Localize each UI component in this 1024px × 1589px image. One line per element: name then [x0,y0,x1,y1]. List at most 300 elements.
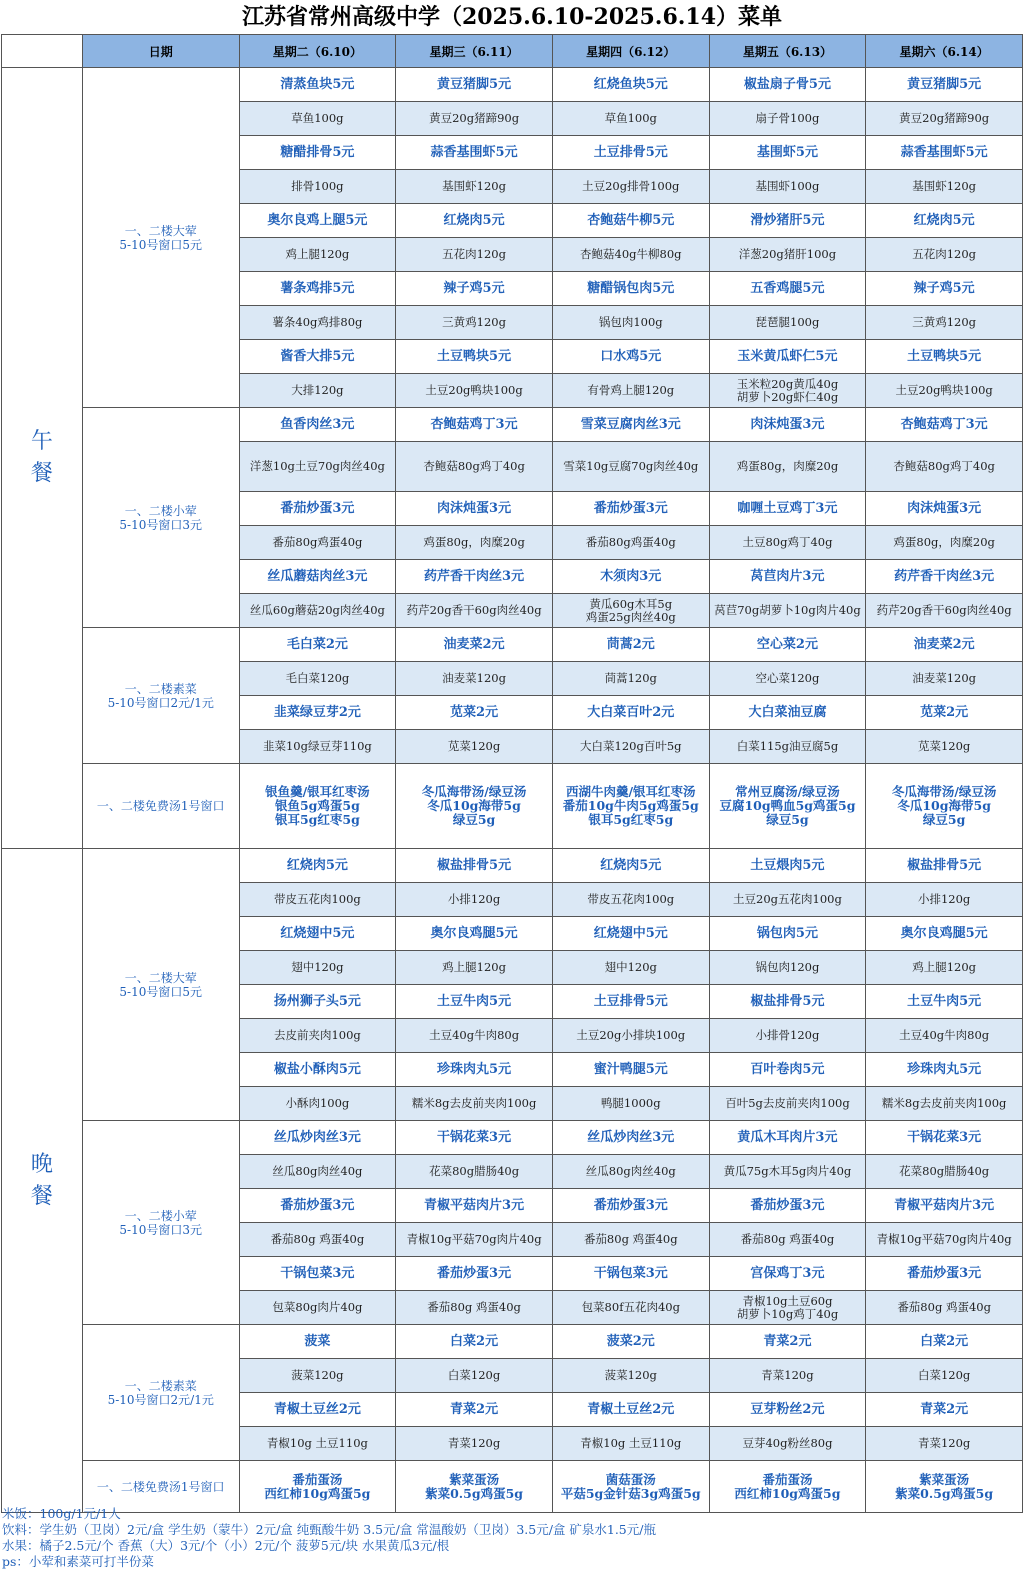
dish-name-cell [396,492,553,526]
ingredient-text: 小排120g [447,892,501,906]
dish-name: 口水鸡5元 [600,348,662,364]
ingredient-cell [866,1359,1023,1393]
dish-name-cell [866,492,1023,526]
soup-text: 紫菜蛋汤 紫菜0.5g鸡蛋5g [425,1471,524,1501]
ingredient-cell [866,730,1023,764]
ingredient-cell [552,102,709,136]
dish-name: 奥尔良鸡腿5元 [900,925,988,941]
ingredient-cell [239,442,396,492]
dish-name: 菠菜 [304,1333,331,1349]
soup-text: 冬瓜海带汤/绿豆汤 冬瓜10g海带5g 绿豆5g [421,784,527,827]
dish-name: 土豆排骨5元 [593,144,668,160]
ingredient-cell [709,1155,866,1189]
dish-name-cell [709,1053,866,1087]
dish-name: 椒盐排骨5元 [907,857,982,873]
dish-name-cell [709,1189,866,1223]
dish-name: 丝瓜蘑菇肉丝3元 [267,568,368,584]
ingredient-cell [239,306,396,340]
dish-name-cell [396,340,553,374]
ingredient-text: 薯条40g鸡排80g [272,315,363,329]
header-date: 日期 [82,35,239,68]
dish-name-cell [709,1393,866,1427]
ingredient-text: 基围虾100g [755,179,820,193]
dish-name-cell [552,1393,709,1427]
ingredient-text: 番茄80g鸡蛋40g [585,535,676,549]
dish-name: 薯条鸡排5元 [280,280,355,296]
dish-name-cell [552,849,709,883]
ingredient-text: 黄瓜60g木耳5g 鸡蛋25g肉丝40g [585,596,676,624]
meal-label-text: 晚餐 [30,1151,53,1209]
ingredient-cell [552,374,709,408]
section-name: 一、二楼免费汤1号窗口 [96,1479,225,1494]
menu-body [2,68,1023,1513]
ingredient-text: 包菜80g肉片40g [272,1300,363,1314]
ingredient-cell [709,238,866,272]
ingredient-cell [239,1223,396,1257]
dish-name-cell [396,917,553,951]
dish-name-cell [239,204,396,238]
section-window-label [82,68,239,408]
ingredient-text: 扇子骨100g [755,111,820,125]
ingredient-cell [709,662,866,696]
dish-name-cell [866,136,1023,170]
ingredient-text: 带皮五花肉100g [273,892,361,906]
dish-name: 莴苣肉片3元 [750,568,825,584]
ingredient-text: 花菜80g腊肠40g [899,1164,990,1178]
ingredient-text: 青椒10g 土豆110g [266,1436,368,1450]
ingredient-text: 琵琶腿100g [755,315,820,329]
ingredient-cell [866,526,1023,560]
dish-name: 苋菜2元 [920,704,969,720]
dish-name: 锅包肉5元 [756,925,818,941]
ingredient-cell [396,1427,553,1461]
ingredient-text: 青菜120g [447,1436,501,1450]
ingredient-text: 草鱼100g [604,111,657,125]
ingredient-text: 菠菜120g [291,1368,344,1382]
ingredient-text: 苋菜120g [447,739,501,753]
soup-text: 常州豆腐汤/绿豆汤 豆腐10g鸭血5g鸡蛋5g 绿豆5g [719,784,856,827]
dish-name-cell [239,1189,396,1223]
section-window-label [82,764,239,849]
ingredient-text: 鸡上腿120g [285,247,350,261]
ingredient-text: 鸡蛋80g，肉糜20g [736,459,839,473]
ingredient-text: 玉米粒20g黄瓜40g 胡萝卜20g虾仁40g [736,376,839,404]
ingredient-cell [866,1155,1023,1189]
dish-name: 土豆鸭块5元 [907,348,982,364]
soup-cell [866,1461,1023,1513]
ingredient-text: 番茄80g 鸡蛋40g [270,1232,365,1246]
ingredient-cell [709,526,866,560]
ingredient-text: 草鱼100g [291,111,344,125]
ingredient-text: 苋菜120g [917,739,971,753]
ingredient-cell [552,883,709,917]
header-day: 星期二（6.10） [239,35,396,68]
ingredient-cell [866,662,1023,696]
dish-name: 毛白菜2元 [286,636,348,652]
header-day: 星期五（6.13） [709,35,866,68]
ingredient-text: 丝瓜60g蘑菇20g肉丝40g [249,603,385,617]
ingredient-cell [709,102,866,136]
dish-name: 土豆牛肉5元 [907,993,982,1009]
dish-name-cell [709,1121,866,1155]
dish-name: 番茄炒蛋3元 [280,1197,355,1213]
section-window-label [82,1121,239,1325]
dish-name: 百叶卷肉5元 [750,1061,825,1077]
soup-text: 紫菜蛋汤 紫菜0.5g鸡蛋5g [895,1471,994,1501]
ingredient-text: 丝瓜80g肉丝40g [585,1164,676,1178]
dish-name-cell [239,1053,396,1087]
dish-name: 丝瓜炒肉丝3元 [587,1129,675,1145]
dish-name-cell [239,272,396,306]
dish-name: 油麦菜2元 [443,636,505,652]
ingredient-text: 毛白菜120g [285,671,350,685]
ingredient-text: 基围虾120g [442,179,506,193]
ingredient-cell [239,730,396,764]
ingredient-cell [866,1019,1023,1053]
ingredient-cell [239,1359,396,1393]
dish-name-cell [396,696,553,730]
ingredient-text: 锅包肉120g [755,960,820,974]
ingredient-text: 土豆20g五花肉100g [733,892,842,906]
dish-name: 辣子鸡5元 [913,280,975,296]
dish-name-cell [552,340,709,374]
section-name: 一、二楼免费汤1号窗口 [96,799,225,813]
ingredient-text: 黄瓜75g木耳5g肉片40g [723,1164,852,1178]
ingredient-cell [709,442,866,492]
soup-text: 西湖牛肉羹/银耳红枣汤 番茄10g牛肉5g鸡蛋5g 银耳5g红枣5g [562,784,699,827]
ingredient-text: 小酥肉100g [285,1096,350,1110]
soup-cell [396,1461,553,1513]
ingredient-text: 土豆20g排骨100g [582,179,680,193]
ingredient-cell [866,1291,1023,1325]
ingredient-text: 青椒10g土豆60g 胡萝卜10g鸡丁40g [736,1293,839,1321]
footer-notes [2,1506,1022,1570]
dish-name: 番茄炒蛋3元 [280,500,355,516]
dish-name-cell [552,204,709,238]
dish-name: 青椒平菇肉片3元 [894,1197,995,1213]
header-row [2,35,1023,68]
ingredient-text: 药芹20g香干60g肉丝40g [876,603,1012,617]
ingredient-cell [396,1087,553,1121]
ingredient-text: 洋葱10g土豆70g肉丝40g [249,459,385,473]
ingredient-text: 糯米8g去皮前夹肉100g [411,1096,537,1110]
ingredient-text: 豆芽40g粉丝80g [742,1436,833,1450]
ingredient-cell [866,442,1023,492]
ingredient-text: 土豆40g牛肉80g [429,1028,520,1042]
dish-name: 青椒土豆丝2元 [587,1401,675,1417]
soup-text: 番茄蛋汤 西红柿10g鸡蛋5g [734,1471,841,1501]
ingredient-cell [552,662,709,696]
dish-name-cell [709,560,866,594]
dish-name-cell [709,204,866,238]
section-window-label [82,849,239,1121]
dish-name-cell [709,696,866,730]
dish-name-cell [239,1393,396,1427]
header-day: 星期三（6.11） [396,35,553,68]
ingredient-text: 茼蒿120g [604,671,657,685]
dish-name-cell [709,492,866,526]
dish-name-cell [709,628,866,662]
dish-name: 五香鸡腿5元 [750,280,825,296]
ingredient-text: 空心菜120g [755,671,820,685]
dish-name-cell [552,696,709,730]
ingredient-cell [239,1291,396,1325]
soup-cell [866,764,1023,849]
ingredient-cell [709,170,866,204]
dish-name: 红烧翅中5元 [280,925,355,941]
dish-name-cell [709,1325,866,1359]
dish-name: 丝瓜炒肉丝3元 [273,1129,361,1145]
ingredient-text: 青椒10g平菇70g肉片40g [876,1232,1012,1246]
dish-name-cell [396,1257,553,1291]
dish-name-cell [709,340,866,374]
dish-name: 大白菜百叶2元 [587,704,675,720]
ingredient-text: 韭菜10g绿豆芽110g [262,739,372,753]
dish-name: 干锅花菜3元 [907,1129,982,1145]
dish-name-cell [239,1325,396,1359]
ingredient-text: 三黄鸡120g [442,315,506,329]
dish-name-cell [552,1189,709,1223]
ingredient-text: 基围虾120g [912,179,977,193]
dish-name-cell [709,849,866,883]
footer-fruit: 水果：橘子2.5元/个 香蕉（大）3元/个（小）2元/个 菠萝5元/块 水果黄瓜3元/根 [2,1538,450,1553]
dish-name-cell [239,68,396,102]
dish-name: 番茄炒蛋3元 [750,1197,825,1213]
ingredient-cell [552,306,709,340]
ingredient-text: 油麦菜120g [442,671,506,685]
dish-name: 酱香大排5元 [280,348,355,364]
dish-name-cell [396,204,553,238]
dish-name: 土豆鸭块5元 [437,348,512,364]
ingredient-text: 翅中120g [604,960,657,974]
dish-row [2,408,1023,442]
ingredient-text: 番茄80g鸡蛋40g [272,535,363,549]
ingredient-cell [396,102,553,136]
ingredient-text: 三黄鸡120g [912,315,977,329]
dish-name-cell [396,849,553,883]
ingredient-cell [396,1019,553,1053]
dish-name-cell [709,985,866,1019]
ingredient-text: 鸡蛋80g，肉糜20g [423,535,525,549]
ingredient-text: 花菜80g腊肠40g [429,1164,520,1178]
ingredient-cell [866,1223,1023,1257]
ingredient-cell [709,1019,866,1053]
ingredient-cell [552,442,709,492]
dish-name-cell [552,1121,709,1155]
dish-row [2,628,1023,662]
dish-name-cell [239,849,396,883]
dish-name: 青菜2元 [450,1401,499,1417]
dish-name-cell [709,408,866,442]
dish-name: 蒜香基围虾5元 [430,144,518,160]
dish-name-cell [709,1257,866,1291]
ingredient-cell [552,1223,709,1257]
section-name: 一、二楼小荤 5-10号窗口3元 [119,503,202,532]
ingredient-cell [866,1427,1023,1461]
dish-name-cell [239,917,396,951]
dish-name-cell [239,408,396,442]
ingredient-cell [709,883,866,917]
dish-name: 椒盐排骨5元 [750,993,825,1009]
dish-name-cell [866,849,1023,883]
dish-row [2,1325,1023,1359]
dish-name: 扬州狮子头5元 [273,993,361,1009]
ingredient-text: 杏鲍菇40g牛柳80g [580,247,682,261]
ingredient-cell [866,102,1023,136]
dish-name-cell [709,917,866,951]
dish-name-cell [396,68,553,102]
dish-name: 杏鲍菇牛柳5元 [587,212,675,228]
ingredient-text: 大白菜120g百叶5g [580,739,682,753]
dish-name: 黄豆猪脚5元 [437,76,512,92]
ingredient-cell [239,238,396,272]
ingredient-text: 番茄80g 鸡蛋40g [897,1300,991,1314]
ingredient-text: 杏鲍菇80g鸡丁40g [893,459,995,473]
header-day: 星期四（6.12） [552,35,709,68]
dish-name-cell [239,136,396,170]
ingredient-text: 青菜120g [761,1368,814,1382]
dish-name: 椒盐扇子骨5元 [743,76,831,92]
dish-name-cell [552,68,709,102]
ingredient-text: 去皮前夹肉100g [273,1028,361,1042]
dish-name: 药芹香干肉丝3元 [424,568,525,584]
dish-name-cell [866,696,1023,730]
dinner-meal-label [2,849,83,1513]
ingredient-cell [239,170,396,204]
meal-label-text: 午餐 [30,429,53,486]
dish-name-cell [866,1053,1023,1087]
ingredient-cell [709,1427,866,1461]
ingredient-cell [396,1223,553,1257]
dish-name: 番茄炒蛋3元 [437,1265,512,1281]
ingredient-cell [552,1155,709,1189]
ingredient-cell [396,442,553,492]
dish-name: 红烧肉5元 [443,212,505,228]
dish-name: 奥尔良鸡腿5元 [430,925,518,941]
ingredient-text: 油麦菜120g [912,671,977,685]
dish-name-cell [396,272,553,306]
dish-name-cell [552,985,709,1019]
ingredient-text: 小排120g [917,892,971,906]
ingredient-cell [866,170,1023,204]
dish-name-cell [866,204,1023,238]
ingredient-text: 锅包肉100g [598,315,663,329]
ingredient-cell [552,170,709,204]
dish-row [2,1121,1023,1155]
ingredient-text: 丝瓜80g肉丝40g [272,1164,363,1178]
dish-name: 辣子鸡5元 [443,280,505,296]
ingredient-text: 杏鲍菇80g鸡丁40g [423,459,525,473]
dish-name: 番茄炒蛋3元 [593,1197,668,1213]
ingredient-cell [552,730,709,764]
ingredient-text: 鸡上腿120g [442,960,506,974]
dish-name-cell [866,340,1023,374]
ingredient-cell [709,1359,866,1393]
ingredient-text: 土豆20g小排块100g [576,1028,686,1042]
ingredient-text: 白菜120g [917,1368,971,1382]
ingredient-cell [709,1223,866,1257]
dish-name: 滑炒猪肝5元 [750,212,825,228]
dish-name: 青椒土豆丝2元 [273,1401,361,1417]
dish-name: 番茄炒蛋3元 [593,500,668,516]
dish-name: 番茄炒蛋3元 [907,1265,982,1281]
ingredient-cell [396,1359,553,1393]
ingredient-text: 五花肉120g [442,247,506,261]
ingredient-cell [239,1019,396,1053]
dish-name: 红烧鱼块5元 [593,76,668,92]
dish-name-cell [396,560,553,594]
section-window-label [82,1325,239,1461]
ingredient-text: 土豆20g鸭块100g [895,383,993,397]
dish-name: 干锅包菜3元 [280,1265,355,1281]
footer-rice: 米饭：100g/1元/1人 [2,1506,121,1521]
dish-name-cell [709,136,866,170]
dish-name: 基围虾5元 [756,144,818,160]
dish-name-cell [866,408,1023,442]
ingredient-cell [709,730,866,764]
section-name: 一、二楼大荤 5-10号窗口5元 [119,970,202,999]
ingredient-cell [239,102,396,136]
soup-text: 菌菇蛋汤 平菇5g金针菇3g鸡蛋5g [560,1471,701,1501]
section-window-label [82,408,239,628]
dish-name-cell [552,492,709,526]
ingredient-cell [396,170,553,204]
ingredient-cell [709,594,866,628]
dish-name: 木须肉3元 [600,568,662,584]
dish-name-cell [396,1053,553,1087]
ingredient-text: 药芹20g香干60g肉丝40g [406,603,542,617]
dish-name: 糖醋锅包肉5元 [587,280,675,296]
ingredient-text: 有骨鸡上腿120g [587,383,675,397]
soup-row [2,1461,1023,1513]
ingredient-cell [552,1019,709,1053]
ingredient-text: 黄豆20g猪蹄90g [899,111,990,125]
ingredient-cell [552,1087,709,1121]
ingredient-cell [552,594,709,628]
ingredient-text: 带皮五花肉100g [587,892,675,906]
ingredient-cell [239,1155,396,1189]
ingredient-text: 莴苣70g胡萝卜10g肉片40g [714,603,861,617]
dish-name-cell [239,340,396,374]
section-window-label [82,628,239,764]
dish-name-cell [396,408,553,442]
ingredient-text: 白菜115g油豆腐5g [736,739,839,753]
soup-text: 冬瓜海带汤/绿豆汤 冬瓜10g海带5g 绿豆5g [891,784,997,827]
ingredient-cell [239,594,396,628]
dish-name: 药芹香干肉丝3元 [894,568,995,584]
dish-name: 大白菜油豆腐 [748,704,827,720]
dish-name: 韭菜绿豆芽2元 [273,704,361,720]
ingredient-text: 洋葱20g猪肝100g [738,247,837,261]
ingredient-cell [396,662,553,696]
section-window-label [82,1461,239,1513]
dish-name-cell [552,917,709,951]
ingredient-cell [709,306,866,340]
ingredient-text: 百叶5g去皮前夹肉100g [725,1096,850,1110]
ingredient-cell [866,306,1023,340]
dish-name-cell [552,272,709,306]
header-day: 星期六（6.14） [866,35,1023,68]
ingredient-cell [866,374,1023,408]
ingredient-text: 黄豆20g猪蹄90g [429,111,520,125]
ingredient-cell [709,1291,866,1325]
dish-name: 青菜2元 [763,1333,812,1349]
ingredient-text: 番茄80g 鸡蛋40g [427,1300,521,1314]
dish-name: 椒盐排骨5元 [437,857,512,873]
ingredient-cell [396,730,553,764]
dish-name-cell [866,1325,1023,1359]
menu-table [1,34,1023,1513]
